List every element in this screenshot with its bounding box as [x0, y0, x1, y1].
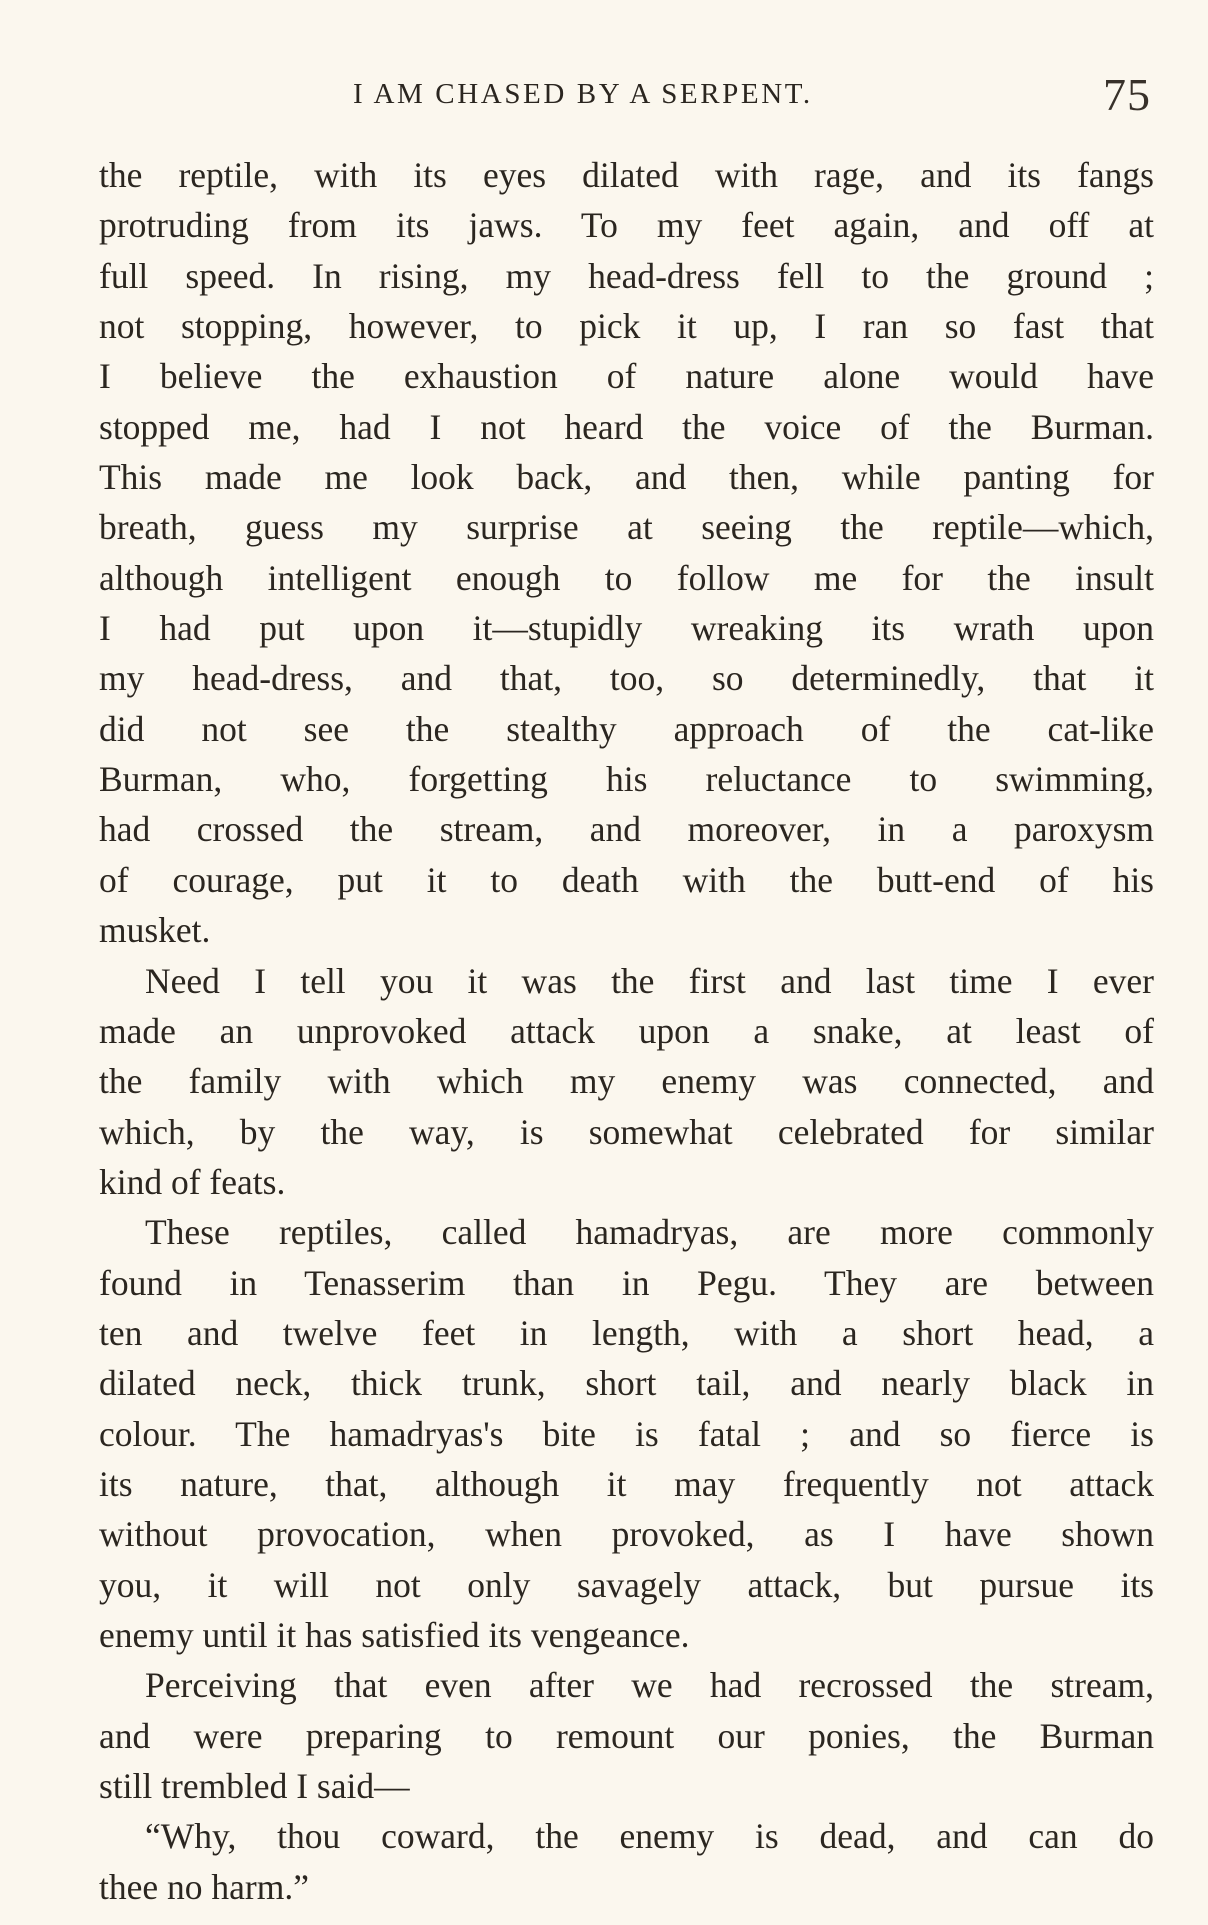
text-line: not stopping, however, to pick it up, I ran so fast that [99, 306, 1154, 347]
text-line: did not see the stealthy approach of the cat-like [99, 708, 1154, 749]
text-line: breath, guess my surprise at seeing the reptile—which, [99, 507, 1154, 548]
text-line: dilated neck, thick trunk, short tail, and nearly black in [99, 1363, 1154, 1404]
running-title: I AM CHASED BY A SERPENT. [353, 78, 813, 110]
text-line: This made me look back, and then, while panting for [99, 457, 1154, 498]
body-text [99, 150, 1154, 1912]
text-line: Burman, who, forgetting his reluctance to swimming, [99, 759, 1154, 800]
text-line: you, it will not only savagely attack, but pursue its [99, 1564, 1154, 1605]
text-line: although intelligent enough to follow me for the insult [99, 557, 1154, 598]
text-line: had crossed the stream, and moreover, in a paroxysm [99, 809, 1154, 850]
text-line: These reptiles, called hamadryas, are more commonly [145, 1212, 1154, 1253]
text-line: its nature, that, although it may frequently not attack [99, 1463, 1154, 1504]
text-line: the family with which my enemy was connected, and [99, 1061, 1154, 1102]
text-line: colour. The hamadryas's bite is fatal ; and so fierce is [99, 1413, 1154, 1454]
page-number: 75 [1103, 69, 1151, 120]
text-line: enemy until it has satisfied its vengeance. [99, 1614, 690, 1655]
text-line: thee no harm.” [99, 1866, 309, 1907]
text-line: musket. [99, 910, 211, 951]
text-line: protruding from its jaws. To my feet again, and off at [99, 205, 1154, 246]
text-line: the reptile, with its eyes dilated with rage, and its fangs [99, 155, 1154, 195]
text-line: Need I tell you it was the first and last time I ever [145, 960, 1154, 1001]
text-line: “Why, thou coward, the enemy is dead, and can do [145, 1816, 1154, 1857]
text-line: made an unprovoked attack upon a snake, at least of [99, 1010, 1154, 1051]
text-line: kind of feats. [99, 1161, 286, 1202]
text-line: I had put upon it—stupidly wreaking its wrath upon [99, 608, 1154, 649]
text-line: ten and twelve feet in length, with a short head, a [99, 1312, 1154, 1353]
text-line: of courage, put it to death with the butt-end of his [99, 859, 1154, 900]
text-line: Perceiving that even after we had recrossed the stream, [145, 1665, 1154, 1706]
text-line: and were preparing to remount our ponies, the Burman [99, 1715, 1154, 1756]
running-head [0, 68, 1208, 128]
text-line: my head-dress, and that, too, so determinedly, that it [99, 658, 1154, 699]
text-line: still trembled I said— [99, 1766, 410, 1806]
text-line: found in Tenasserim than in Pegu. They are between [99, 1262, 1154, 1303]
text-line: stopped me, had I not heard the voice of the Burman. [99, 406, 1154, 447]
text-line: which, by the way, is somewhat celebrated for similar [99, 1111, 1154, 1152]
text-line: without provocation, when provoked, as I have shown [99, 1514, 1154, 1555]
text-line: I believe the exhaustion of nature alone would have [99, 356, 1154, 397]
text-line: full speed. In rising, my head-dress fell to the ground ; [99, 255, 1154, 296]
